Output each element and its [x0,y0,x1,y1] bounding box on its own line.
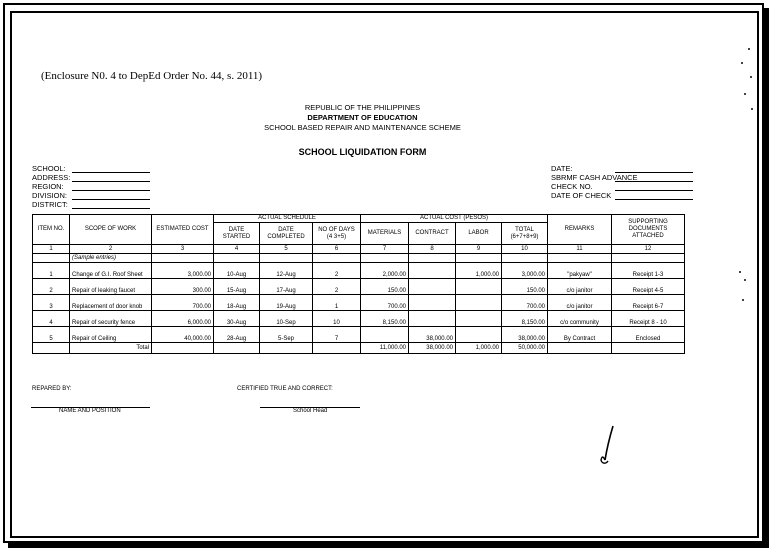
cell-scope-of-work: Repair of security fence [70,311,152,327]
table-rows [33,263,685,343]
header-remarks: REMARKS [548,215,612,245]
cell-contract [409,279,456,295]
cell-total: 700.00 [502,295,548,311]
enclosure-note: (Enclosure N0. 4 to DepEd Order No. 44, s. 2011) [41,70,263,82]
field-cash-advance-line[interactable] [615,181,693,182]
table-row [33,311,685,327]
cell-no-of-days: 10 [313,311,361,327]
colnum: 12 [612,245,685,254]
colnum: 11 [548,245,612,254]
field-school-line[interactable] [72,172,150,173]
cell-date-completed: 12-Aug [260,263,313,279]
header-actual-schedule: ACTUAL SCHEDULE [214,215,361,223]
field-cash-advance-label: SBRMF CASH ADVANCE [551,173,638,182]
colnum: 4 [214,245,260,254]
totals-labor: 1,000.00 [456,343,502,354]
colnum: 8 [409,245,456,254]
field-region-label: REGION: [32,182,64,191]
header-date-completed: DATE COMPLETED [260,223,313,245]
cell-scope-of-work: Repair of leaking faucet [70,279,152,295]
cell-materials: 700.00 [361,295,409,311]
page-shadow-bottom [8,543,769,548]
header-supporting-docs: SUPPORTING DOCUMENTS ATTACHED [612,215,685,245]
cell-remarks: "pakyaw" [548,263,612,279]
colnum: 3 [152,245,214,254]
field-division-label: DIVISION: [32,191,68,200]
colnum: 1 [33,245,70,254]
cell-estimated-cost: 300.00 [152,279,214,295]
header-materials: MATERIALS [361,223,409,245]
colnum: 6 [313,245,361,254]
field-district-label: DISTRICT: [32,200,68,209]
cell-date-completed: 19-Aug [260,295,313,311]
cell-labor [456,311,502,327]
field-address-label: ADDRESS: [32,173,71,182]
header-contract: CONTRACT [409,223,456,245]
cell-materials [361,327,409,343]
header-item-no: ITEM NO. [33,215,70,245]
cell-supporting-docs: Enclosed [612,327,685,343]
cell-labor [456,327,502,343]
header-scheme: SCHOOL BASED REPAIR AND MAINTENANCE SCHEME [264,123,461,132]
liquidation-table [32,214,685,354]
table-row [33,295,685,311]
cell-date-started: 28-Aug [214,327,260,343]
name-position-label: NAME AND POSITION [59,408,121,414]
colnum: 5 [260,245,313,254]
handwritten-mark [597,424,619,466]
cell-date-completed: 10-Sep [260,311,313,327]
totals-total: 50,000.00 [502,343,548,354]
table-row [33,279,685,295]
totals-materials: 11,000.00 [361,343,409,354]
cell-no-of-days: 1 [313,295,361,311]
cell-item-no: 3 [33,295,70,311]
field-check-no-line[interactable] [615,190,693,191]
table-row [33,327,685,343]
cell-total: 38,000.00 [502,327,548,343]
cell-no-of-days: 2 [313,263,361,279]
cell-date-completed: 17-Aug [260,279,313,295]
field-school-label: SCHOOL: [32,164,66,173]
cell-materials: 150.00 [361,279,409,295]
cell-supporting-docs: Receipt 1-3 [612,263,685,279]
page-shadow-right [764,8,769,548]
cell-materials: 2,000.00 [361,263,409,279]
colnum: 10 [502,245,548,254]
header-labor: LABOR [456,223,502,245]
column-number-row [33,245,685,254]
cell-item-no: 4 [33,311,70,327]
cell-scope-of-work: Repair of Ceiling [70,327,152,343]
header-estimated-cost: ESTIMATED COST [152,215,214,245]
cell-date-started: 18-Aug [214,295,260,311]
totals-row [33,343,685,354]
cell-contract [409,263,456,279]
cell-item-no: 1 [33,263,70,279]
cell-estimated-cost: 3,000.00 [152,263,214,279]
field-date-label: DATE: [551,164,573,173]
cell-total: 150.00 [502,279,548,295]
cell-estimated-cost: 700.00 [152,295,214,311]
cell-remarks: c/o community [548,311,612,327]
field-date-of-check-line[interactable] [615,199,693,200]
cell-contract: 38,000.00 [409,327,456,343]
cell-scope-of-work: Change of G.I. Roof Sheet [70,263,152,279]
colnum: 9 [456,245,502,254]
cell-contract [409,295,456,311]
totals-contract: 38,000.00 [409,343,456,354]
header-department: DEPARTMENT OF EDUCATION [307,113,418,122]
totals-label: Total [70,343,152,354]
header-scope: SCOPE OF WORK [70,215,152,245]
cell-total: 3,000.00 [502,263,548,279]
cell-materials: 8,150.00 [361,311,409,327]
cell-supporting-docs: Receipt 4-5 [612,279,685,295]
cell-estimated-cost: 6,000.00 [152,311,214,327]
colnum: 7 [361,245,409,254]
field-check-no-label: CHECK NO. [551,182,593,191]
cell-scope-of-work: Replacement of door knob [70,295,152,311]
school-head-label: School Head [293,408,328,414]
field-region-line[interactable] [72,190,150,191]
cell-date-started: 30-Aug [214,311,260,327]
field-division-line[interactable] [72,199,150,200]
field-date-of-check-label: DATE OF CHECK [551,191,612,200]
cell-date-started: 10-Aug [214,263,260,279]
form-title: SCHOOL LIQUIDATION FORM [298,147,427,157]
cell-estimated-cost: 40,000.00 [152,327,214,343]
cell-item-no: 2 [33,279,70,295]
cell-no-of-days: 7 [313,327,361,343]
field-address-line[interactable] [72,181,150,182]
cell-labor: 1,000.00 [456,263,502,279]
cell-item-no: 5 [33,327,70,343]
cell-no-of-days: 2 [313,279,361,295]
cell-date-completed: 5-Sep [260,327,313,343]
header-date-started: DATE STARTED [214,223,260,245]
cell-contract [409,311,456,327]
certified-label: CERTIFIED TRUE AND CORRECT: [237,386,333,392]
field-district-line[interactable] [72,208,150,209]
cell-date-started: 15-Aug [214,279,260,295]
cell-remarks: c/o janitor [548,295,612,311]
cell-remarks: By Contract [548,327,612,343]
header-republic: REPUBLIC OF THE PHILIPPINES [304,103,421,112]
cell-labor [456,279,502,295]
header-total: TOTAL (6+7+8+9) [502,223,548,245]
cell-supporting-docs: Receipt 8 - 10 [612,311,685,327]
prepared-by-label: REPARED BY: [32,386,72,392]
cell-remarks: c/o janitor [548,279,612,295]
table-row [33,263,685,279]
colnum: 2 [70,245,152,254]
cell-supporting-docs: Receipt 6-7 [612,295,685,311]
sample-entries-label: (Sample entries) [70,254,152,263]
header-actual-cost: ACTUAL COST (PESOS) [361,215,548,223]
sample-row [33,254,685,263]
cell-labor [456,295,502,311]
cell-total: 8,150.00 [502,311,548,327]
header-no-of-days: NO OF DAYS (4 3+5) [313,223,361,245]
